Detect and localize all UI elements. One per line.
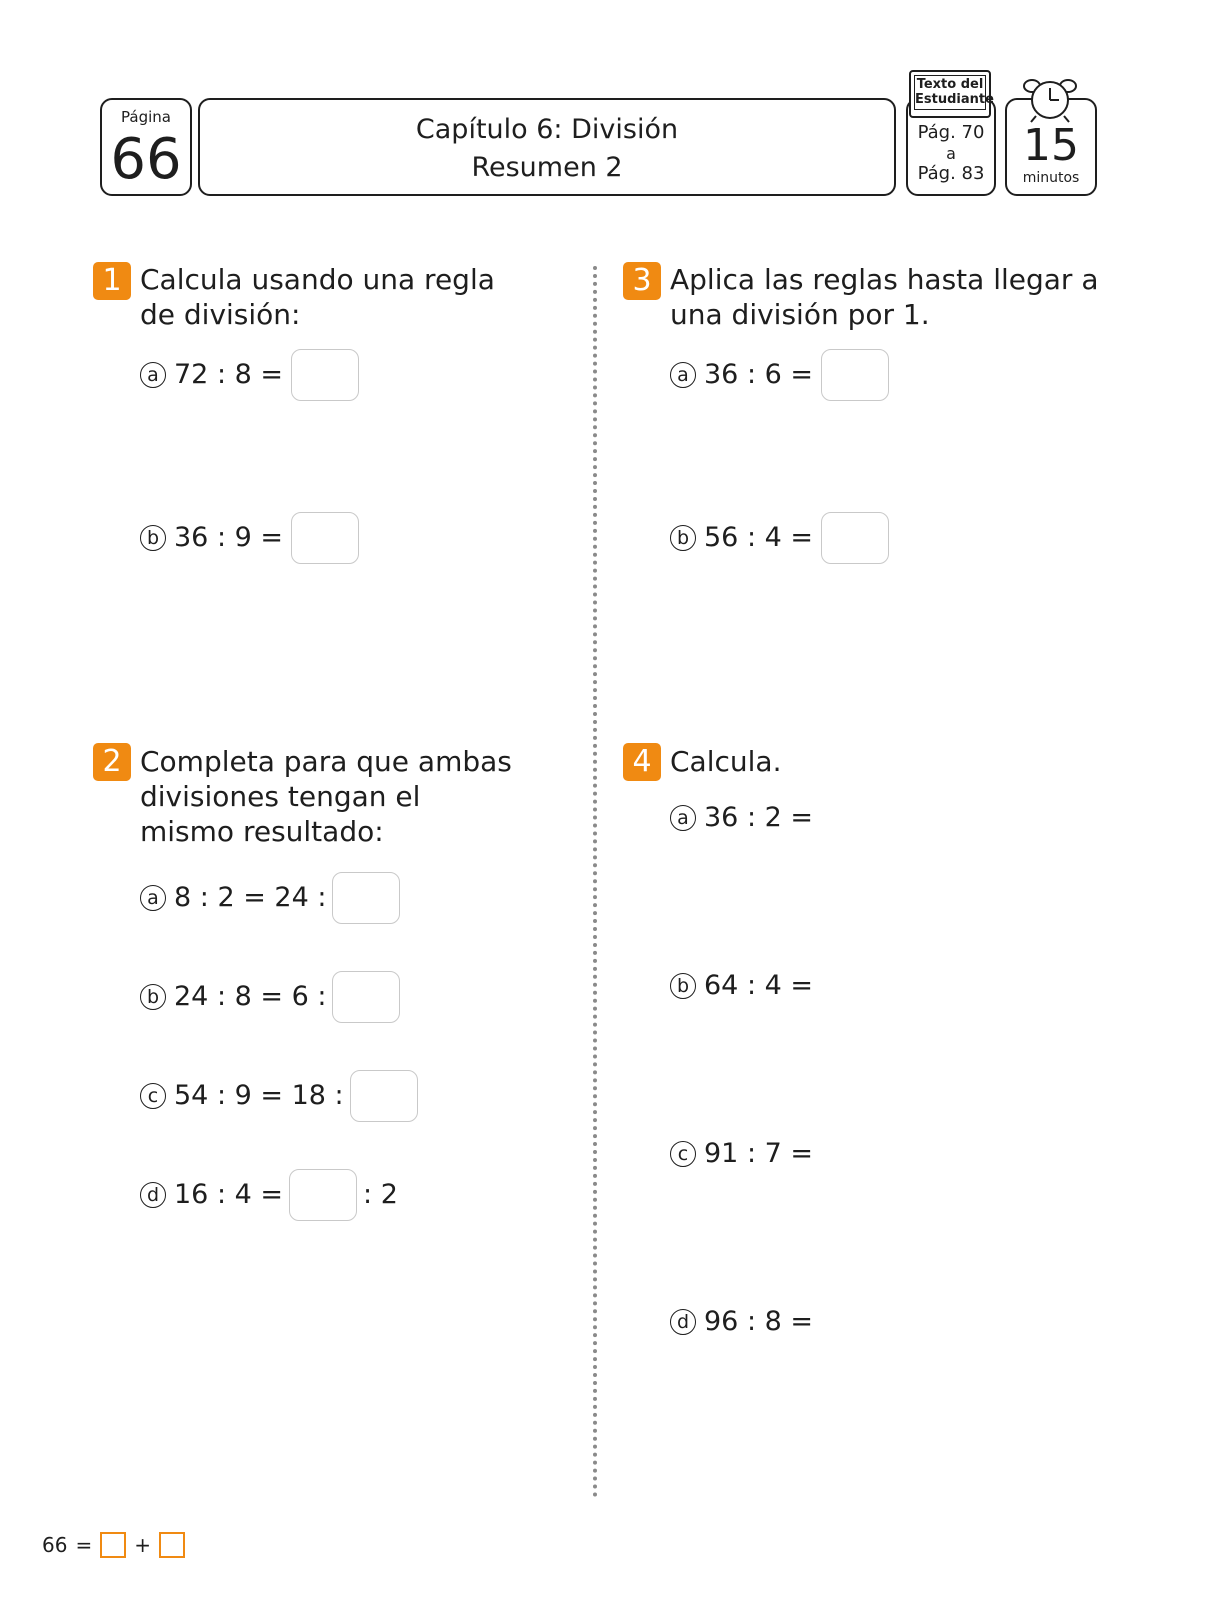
- item-expression: 56 : 4 =: [704, 522, 814, 553]
- item-expression: 72 : 8 =: [174, 359, 284, 390]
- item-letter: a: [670, 362, 696, 388]
- answer-box[interactable]: [291, 512, 359, 564]
- q2-item-d: [140, 1169, 398, 1221]
- question-3-badge: 3: [623, 262, 661, 300]
- item-expression: 91 : 7 =: [704, 1138, 814, 1169]
- question-3-line1: Aplica las reglas hasta llegar a: [670, 263, 1099, 296]
- item-expression: 24 : 8 = 6 :: [174, 981, 327, 1012]
- item-expression: 8 : 2 = 24 :: [174, 882, 327, 913]
- question-1-line2: de división:: [140, 298, 301, 331]
- question-1-badge: 1: [93, 262, 131, 300]
- item-expression: 36 : 2 =: [704, 802, 814, 833]
- page-label: Página: [121, 108, 171, 126]
- answer-box[interactable]: [289, 1169, 357, 1221]
- answer-box[interactable]: [821, 349, 889, 401]
- item-expression: 96 : 8 =: [704, 1306, 814, 1337]
- footer-equation: [42, 1532, 185, 1558]
- item-expression: 16 : 4 =: [174, 1179, 284, 1210]
- answer-box[interactable]: [821, 512, 889, 564]
- item-letter: c: [140, 1083, 166, 1109]
- q4-item-c: [670, 1137, 813, 1171]
- book-label: Texto del Estudiante: [914, 75, 986, 110]
- footer-blank-box-1: [100, 1532, 126, 1558]
- ref-to: Pág. 83: [917, 163, 985, 184]
- item-expression: 64 : 4 =: [704, 970, 814, 1001]
- question-2-line2: divisiones tengan el: [140, 780, 421, 813]
- item-letter: b: [670, 525, 696, 551]
- item-letter: b: [670, 973, 696, 999]
- item-expression: 36 : 6 =: [704, 359, 814, 390]
- question-2-line1: Completa para que ambas: [140, 745, 512, 778]
- answer-box[interactable]: [332, 971, 400, 1023]
- question-2-line3: mismo resultado:: [140, 815, 384, 848]
- answer-box[interactable]: [291, 349, 359, 401]
- question-1-text: [140, 262, 495, 332]
- item-letter: a: [140, 362, 166, 388]
- footer-plus: +: [134, 1533, 151, 1557]
- ref-mid: a: [946, 144, 956, 163]
- question-1-line1: Calcula usando una regla: [140, 263, 495, 296]
- question-2-badge: 2: [93, 743, 131, 781]
- q4-item-b: [670, 969, 813, 1003]
- q3-item-b: [670, 512, 889, 564]
- page-number-box: [100, 98, 192, 196]
- question-4-badge: 4: [623, 743, 661, 781]
- item-expression: 36 : 9 =: [174, 522, 284, 553]
- item-letter: b: [140, 525, 166, 551]
- q3-item-a: [670, 349, 889, 401]
- question-3-text: [670, 262, 1099, 332]
- q1-item-a: [140, 349, 359, 401]
- title-box: [198, 98, 896, 196]
- q2-item-c: [140, 1070, 418, 1122]
- q4-item-d: [670, 1305, 813, 1339]
- q4-item-a: [670, 801, 813, 835]
- alarm-clock-icon: [1022, 76, 1078, 124]
- item-letter: a: [140, 885, 166, 911]
- q2-item-a: [140, 872, 400, 924]
- footer-number: 66: [42, 1533, 68, 1557]
- item-letter: b: [140, 984, 166, 1010]
- item-suffix: : 2: [363, 1179, 398, 1210]
- footer-equals: =: [75, 1533, 93, 1557]
- question-3-line2: una división por 1.: [670, 298, 930, 331]
- item-expression: 54 : 9 = 18 :: [174, 1080, 344, 1111]
- item-letter: d: [140, 1182, 166, 1208]
- answer-box[interactable]: [332, 872, 400, 924]
- chapter-title: Capítulo 6: División: [415, 114, 679, 145]
- item-letter: c: [670, 1141, 696, 1167]
- item-letter: d: [670, 1309, 696, 1335]
- book-icon: [909, 70, 994, 118]
- item-letter: a: [670, 805, 696, 831]
- q1-item-b: [140, 512, 359, 564]
- time-value: 15: [1023, 120, 1079, 171]
- footer-blank-box-2: [159, 1532, 185, 1558]
- q2-item-b: [140, 971, 400, 1023]
- page-number: 66: [110, 127, 182, 192]
- question-2-text: [140, 744, 512, 849]
- ref-from: Pág. 70: [917, 122, 985, 143]
- chapter-subtitle: Resumen 2: [471, 152, 623, 183]
- answer-box[interactable]: [350, 1070, 418, 1122]
- question-4-text: Calcula.: [670, 745, 782, 778]
- time-unit: minutos: [1022, 170, 1080, 186]
- column-divider: [593, 266, 597, 1498]
